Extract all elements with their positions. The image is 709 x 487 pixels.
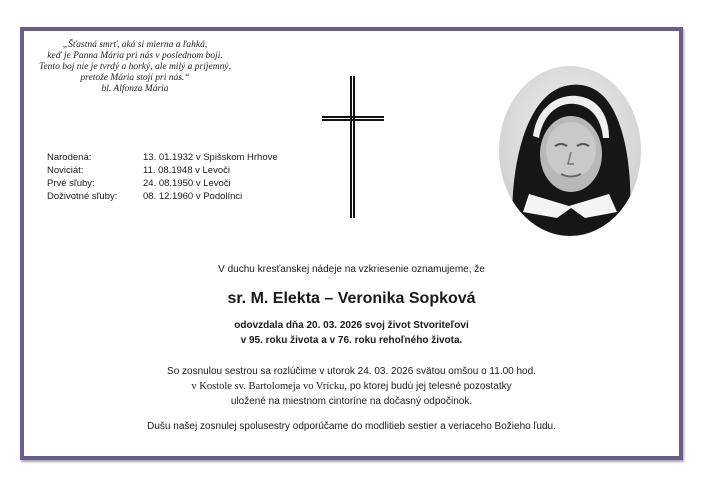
deceased-name: sr. M. Elekta – Veronika Sopková (227, 290, 476, 307)
quote-author: bl. Alfonza Mária (101, 84, 169, 94)
date-label: Doživotné sľuby: (47, 191, 118, 202)
date-value: 08. 12.1960 v Podolínci (143, 191, 243, 202)
date-value: 11. 08.1948 v Levoči (143, 165, 230, 176)
date-row (47, 164, 278, 177)
funeral-info (20, 364, 683, 409)
date-value: 13. 01.1932 v Spišskom Hrhove (143, 152, 278, 163)
portrait-photo (499, 66, 641, 236)
quote-line: pretože Mária stojí pri nás.“ (80, 73, 190, 83)
death-info (20, 318, 683, 348)
cross-icon (322, 76, 384, 218)
quote-line: Tento boj nie je tvrdý a horký, ale milý a príjemný, (39, 62, 231, 72)
funeral-line (20, 379, 683, 394)
church-name: v Kostole sv. Bartolomeja vo Vrícku, (191, 381, 348, 392)
date-value: 24. 08.1950 v Levoči (143, 178, 231, 189)
death-line: v 95. roku života a v 76. roku rehoľného života. (240, 335, 463, 346)
quote-line: keď je Panna Mária pri nás v poslednom boji. (47, 51, 223, 61)
funeral-line-rest: po ktorej budú jej telesné pozostatky (347, 381, 512, 392)
quote-block (30, 40, 240, 95)
date-label: Narodená: (47, 152, 92, 163)
date-row (47, 177, 278, 190)
date-row (47, 190, 278, 203)
death-line: odovzdala dňa 20. 03. 2026 svoj život Stvoriteľovi (234, 320, 469, 331)
intro-text: V duchu kresťanskej nádeje na vzkriesenie oznamujeme, že (218, 264, 485, 275)
date-row (47, 151, 278, 164)
date-label: Noviciát: (47, 165, 84, 176)
funeral-line: uložené na miestnom cintoríne na dočasný odpočinok. (230, 396, 473, 407)
date-label: Prvé sľuby: (47, 178, 95, 189)
dates-table (47, 151, 278, 203)
quote-line: „Šťastná smrť, aká si mierna a ľahká, (62, 40, 208, 50)
funeral-line: So zosnulou sestrou sa rozlúčime v utorok 24. 03. 2026 svätou omšou o 11.00 hod. (167, 366, 536, 377)
prayer-text: Dušu našej zosnulej spolusestry odporúčame do modlitieb sestier a veriaceho Božieho ľudu. (147, 421, 556, 432)
